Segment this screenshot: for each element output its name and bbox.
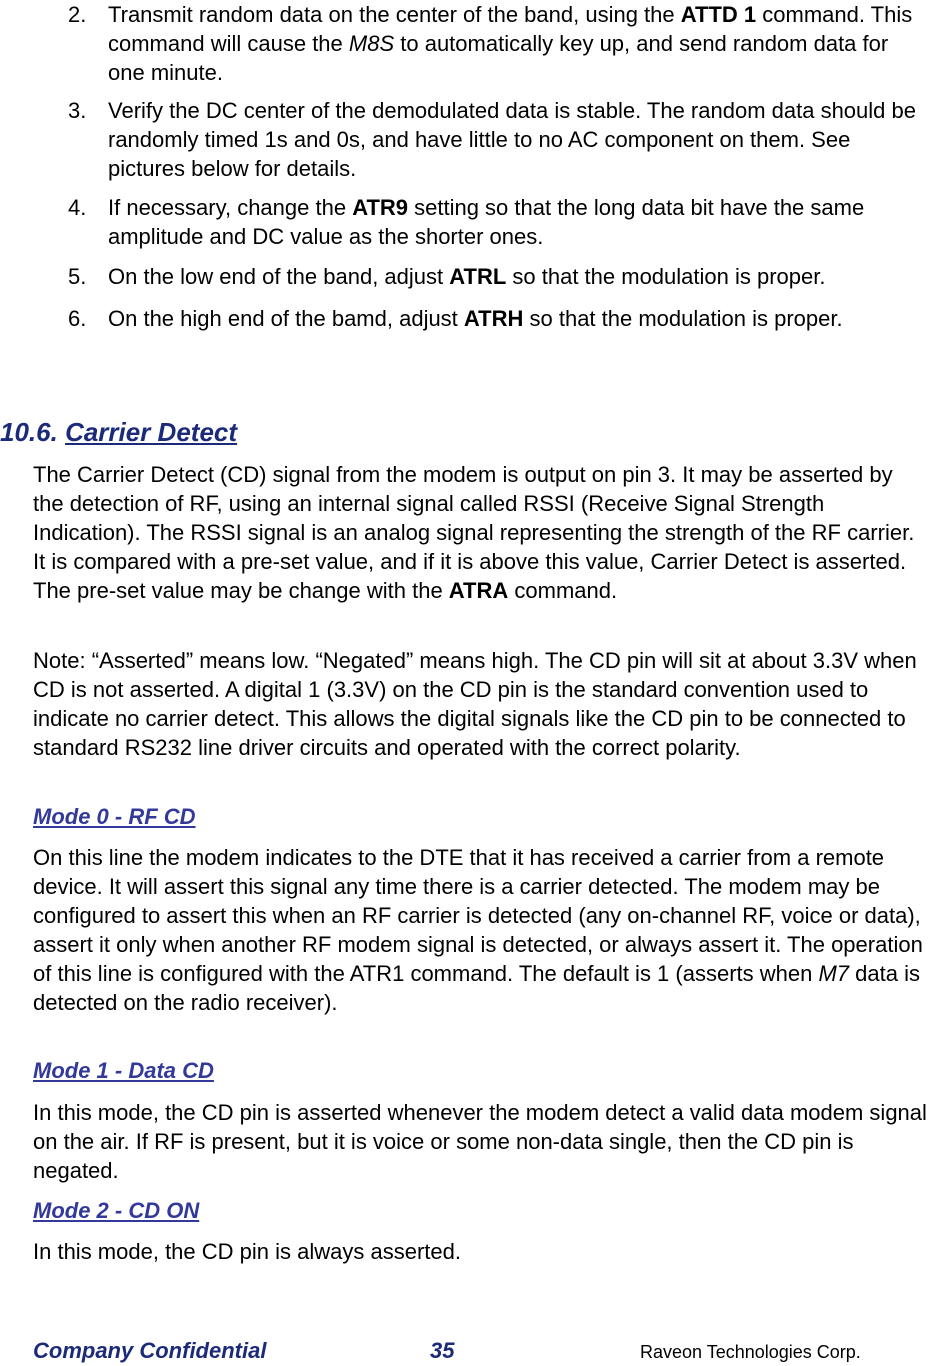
mode-2-body: [33, 1237, 928, 1266]
step-text: [108, 193, 930, 251]
intro-paragraph: [33, 460, 928, 605]
text-run: to automatically key up, and send random data for one minute.: [108, 31, 889, 85]
text-run: On the high end of the bamd, adjust: [108, 306, 464, 331]
step-number: 5.: [68, 264, 87, 289]
step-text: [108, 0, 930, 87]
italic-text: M7: [818, 961, 850, 986]
bold-text: ATTD 1: [680, 2, 757, 27]
text-run: If necessary, change the: [108, 195, 353, 220]
note-paragraph: [33, 646, 928, 762]
step-number: 2.: [68, 2, 87, 27]
mode-1-heading: Mode 1 - Data CD: [33, 1058, 214, 1083]
italic-text: M8S: [348, 31, 395, 56]
text-run: so that the modulation is proper.: [506, 264, 826, 289]
text-run: On the low end of the band, adjust: [108, 264, 450, 289]
text-run: Transmit random data on the center of the band, using the: [108, 2, 681, 27]
text-run: so that the modulation is proper.: [523, 306, 843, 331]
text-run: Note: “Asserted” means low. “Negated” means high. The CD pin will sit at about 3.3V when CD is not asserted. A digital 1 (3.3V) on the CD pin is the standard convention used to indicate no carrier detect. This allows the digital signals like the CD pin to be connected to standard RS232 line driver circuits and operated with the correct polarity.: [33, 648, 917, 760]
section-heading: [0, 415, 237, 449]
step-text: [108, 304, 930, 333]
footer-confidential: Company Confidential: [33, 1338, 267, 1363]
mode-2-heading: Mode 2 - CD ON: [33, 1198, 200, 1223]
text-run: setting so that the long data bit have the same amplitude and DC value as the shorter ones.: [108, 195, 865, 249]
section-number: 10.6.: [0, 417, 58, 447]
section-title: Carrier Detect: [65, 417, 238, 447]
step-number: 4.: [68, 195, 87, 220]
mode-0-body: [33, 843, 930, 1017]
text-run: On this line the modem indicates to the DTE that it has received a carrier from a remote device. It will assert this signal any time there is a carrier detected. The modem may be configured to assert this when an RF carrier is detected (any on-channel RF, voice or data), assert it only when another RF modem signal is detected, or always assert it. The operation of this line is configured with the ATR1 command. The default is 1 (asserts when: [33, 845, 923, 986]
text-run: The Carrier Detect (CD) signal from the modem is output on pin 3. It may be asserted by the detection of RF, using an internal signal called RSSI (Receive Signal Strength Indication). The RSSI signal is an analog signal representing the strength of the RF carrier. It is compared with a pre-set value, and if it is above this value, Carrier Detect is asserted. The pre-set value may be change with the: [33, 462, 915, 603]
step-text: [108, 262, 930, 291]
text-run: command.: [508, 578, 618, 603]
mode-0-heading: Mode 0 - RF CD: [33, 804, 196, 829]
bold-text: ATRH: [463, 306, 524, 331]
bold-text: ATRA: [448, 578, 509, 603]
text-run: command. This command will cause the: [108, 2, 913, 56]
bold-text: ATRL: [449, 264, 507, 289]
step-text: [108, 96, 930, 183]
footer-company: Raveon Technologies Corp.: [640, 1342, 861, 1362]
step-number: 3.: [68, 98, 87, 123]
text-run: Verify the DC center of the demodulated data is stable. The random data should be randomly timed 1s and 0s, and have little to no AC component on them. See pictures below for details.: [108, 98, 916, 181]
text-run: data is detected on the radio receiver).: [33, 961, 920, 1015]
step-number: 6.: [68, 306, 87, 331]
text-run: In this mode, the CD pin is always asserted.: [33, 1239, 461, 1264]
page-number: 35: [430, 1338, 455, 1363]
bold-text: ATR9: [352, 195, 409, 220]
mode-1-body: [33, 1098, 930, 1185]
text-run: In this mode, the CD pin is asserted whenever the modem detect a valid data modem signal on the air. If RF is present, but it is voice or some non-data single, then the CD pin is negated.: [33, 1100, 927, 1183]
